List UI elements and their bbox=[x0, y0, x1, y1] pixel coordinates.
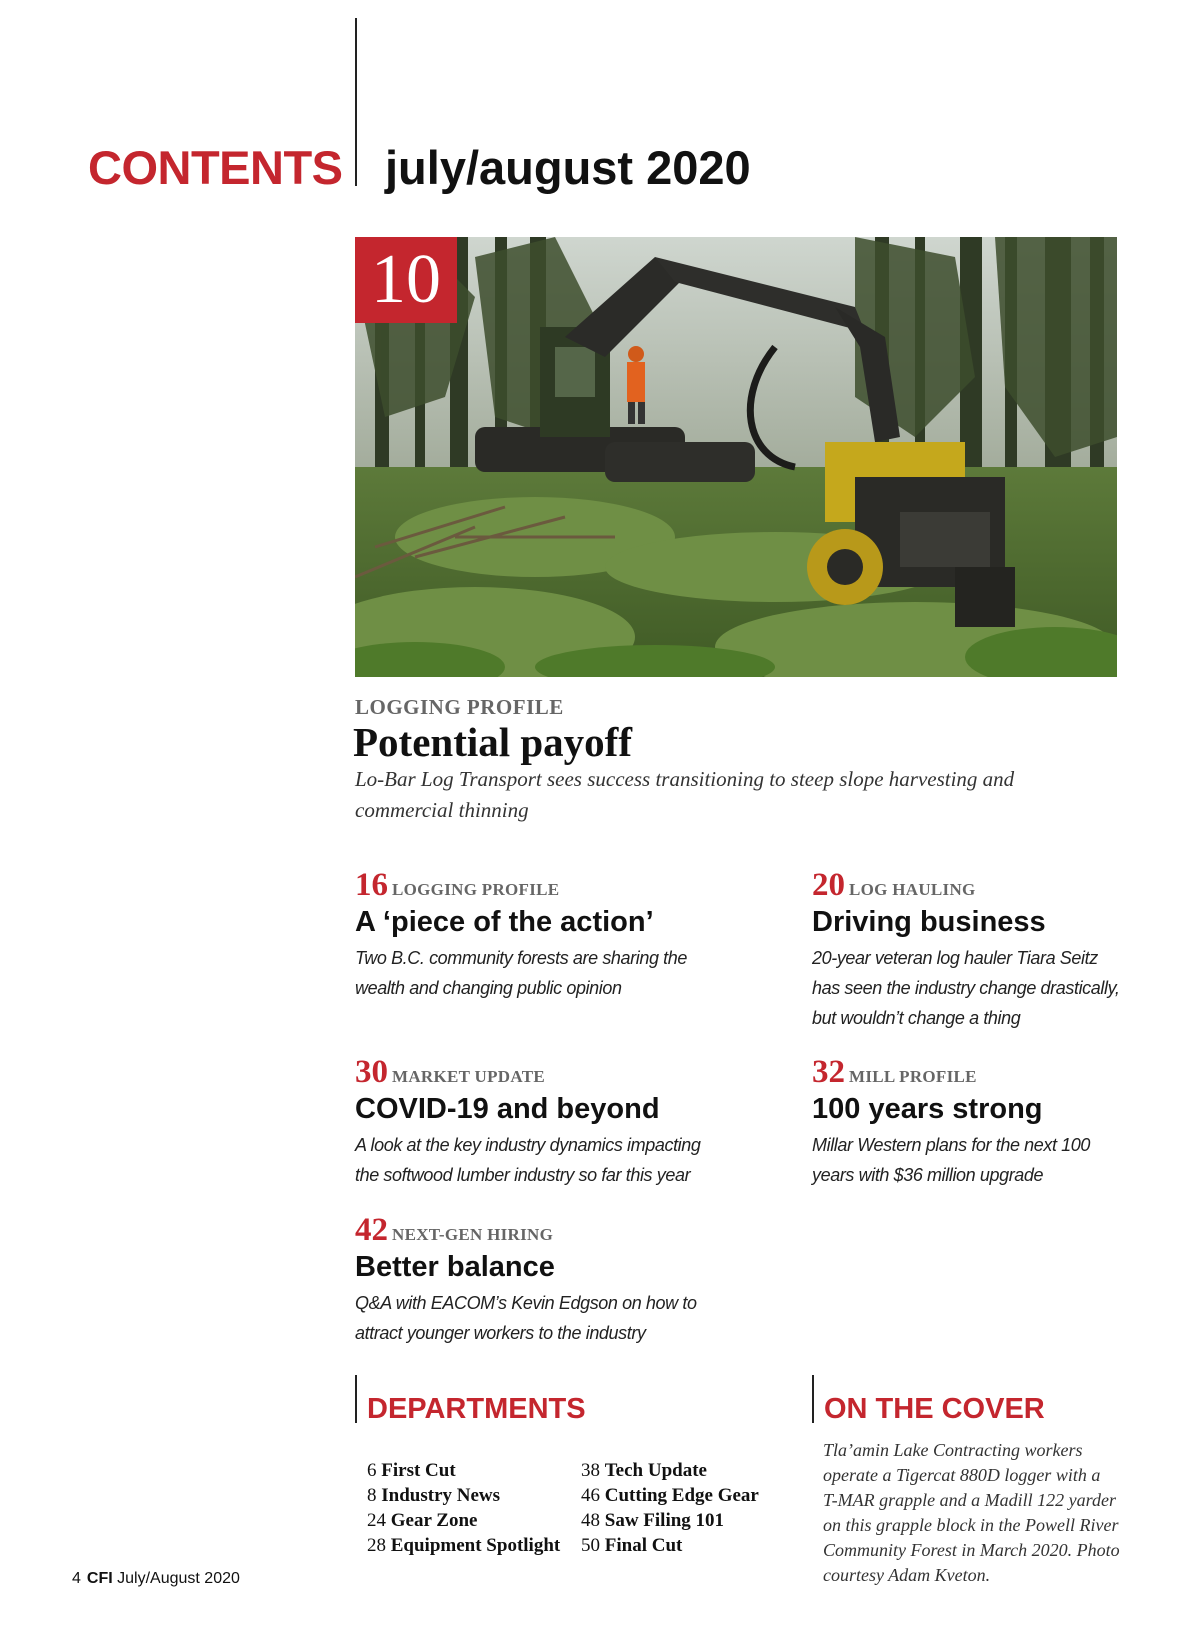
article-title[interactable]: COVID-19 and beyond bbox=[355, 1093, 660, 1125]
department-item[interactable]: 24 Gear Zone bbox=[367, 1510, 478, 1531]
forest-machine-illustration bbox=[355, 237, 1117, 677]
article-42[interactable] bbox=[355, 1212, 715, 1348]
feature-title[interactable]: Potential payoff bbox=[353, 719, 632, 765]
article-description: A look at the key industry dynamics impacting the softwood lumber industry so far this year bbox=[355, 1135, 701, 1185]
contents-heading: CONTENTS bbox=[88, 141, 343, 194]
article-title[interactable]: Better balance bbox=[355, 1251, 555, 1283]
department-item[interactable]: 6 First Cut bbox=[367, 1460, 456, 1481]
department-item[interactable]: 8 Industry News bbox=[367, 1485, 501, 1506]
article-description: Millar Western plans for the next 100 years with $36 million upgrade bbox=[812, 1135, 1091, 1185]
page-number: 4 bbox=[72, 1570, 81, 1587]
article-kicker: MILL PROFILE bbox=[849, 1067, 977, 1086]
feature-kicker: LOGGING PROFILE bbox=[355, 695, 564, 719]
article-kicker: LOG HAULING bbox=[849, 880, 976, 899]
publication-name: CFI bbox=[86, 1570, 113, 1587]
article-page-number: 42 bbox=[355, 1212, 388, 1248]
article-page-number: 20 bbox=[812, 867, 845, 903]
article-30[interactable] bbox=[355, 1054, 715, 1190]
feature-photo[interactable] bbox=[355, 237, 1117, 677]
article-page-number: 32 bbox=[812, 1054, 845, 1090]
article-title[interactable]: A ‘piece of the action’ bbox=[355, 906, 654, 938]
departments-heading: DEPARTMENTS bbox=[367, 1393, 586, 1425]
article-title[interactable]: 100 years strong bbox=[812, 1093, 1043, 1125]
departments-column-left bbox=[367, 1458, 560, 1558]
footer-issue: July/August 2020 bbox=[117, 1570, 240, 1587]
article-title[interactable]: Driving business bbox=[812, 906, 1046, 938]
article-kicker: LOGGING PROFILE bbox=[392, 880, 560, 899]
department-item[interactable]: 50 Final Cut bbox=[581, 1535, 683, 1556]
article-page-number: 30 bbox=[355, 1054, 388, 1090]
departments-divider bbox=[355, 1375, 357, 1423]
cover-divider bbox=[812, 1375, 814, 1423]
article-16[interactable] bbox=[355, 867, 715, 1003]
article-description: 20-year veteran log hauler Tiara Seitz has seen the industry change drastically, but wouldn’t change a thing bbox=[812, 948, 1120, 1028]
department-item[interactable]: 48 Saw Filing 101 bbox=[581, 1510, 725, 1531]
on-the-cover-heading: ON THE COVER bbox=[824, 1393, 1045, 1425]
article-kicker: NEXT-GEN HIRING bbox=[392, 1225, 554, 1244]
article-kicker: MARKET UPDATE bbox=[392, 1067, 545, 1086]
department-item[interactable]: 46 Cutting Edge Gear bbox=[581, 1485, 759, 1506]
departments-column-right bbox=[581, 1458, 759, 1558]
feature-description: Lo-Bar Log Transport sees success transitioning to steep slope harvesting and commercial thinning bbox=[355, 767, 1015, 822]
page-folio bbox=[72, 1570, 240, 1588]
article-20[interactable] bbox=[812, 867, 1172, 1033]
header-divider bbox=[355, 18, 357, 186]
feature-page-badge: 10 bbox=[355, 237, 457, 323]
issue-date: july/august 2020 bbox=[385, 141, 751, 194]
department-item[interactable]: 38 Tech Update bbox=[581, 1460, 707, 1481]
article-description: Q&A with EACOM’s Kevin Edgson on how to attract younger workers to the industry bbox=[355, 1293, 697, 1343]
department-item[interactable]: 28 Equipment Spotlight bbox=[367, 1535, 561, 1556]
article-description: Two B.C. community forests are sharing the wealth and changing public opinion bbox=[355, 948, 687, 998]
article-page-number: 16 bbox=[355, 867, 388, 903]
cover-description: Tla’amin Lake Contracting workers operate a Tigercat 880D logger with a T-MAR grapple and a Madill 122 yarder on this grapple block in the Powell River Community Forest in March 2020. Photo courtesy Adam Kveton. bbox=[823, 1440, 1120, 1585]
article-32[interactable] bbox=[812, 1054, 1172, 1190]
